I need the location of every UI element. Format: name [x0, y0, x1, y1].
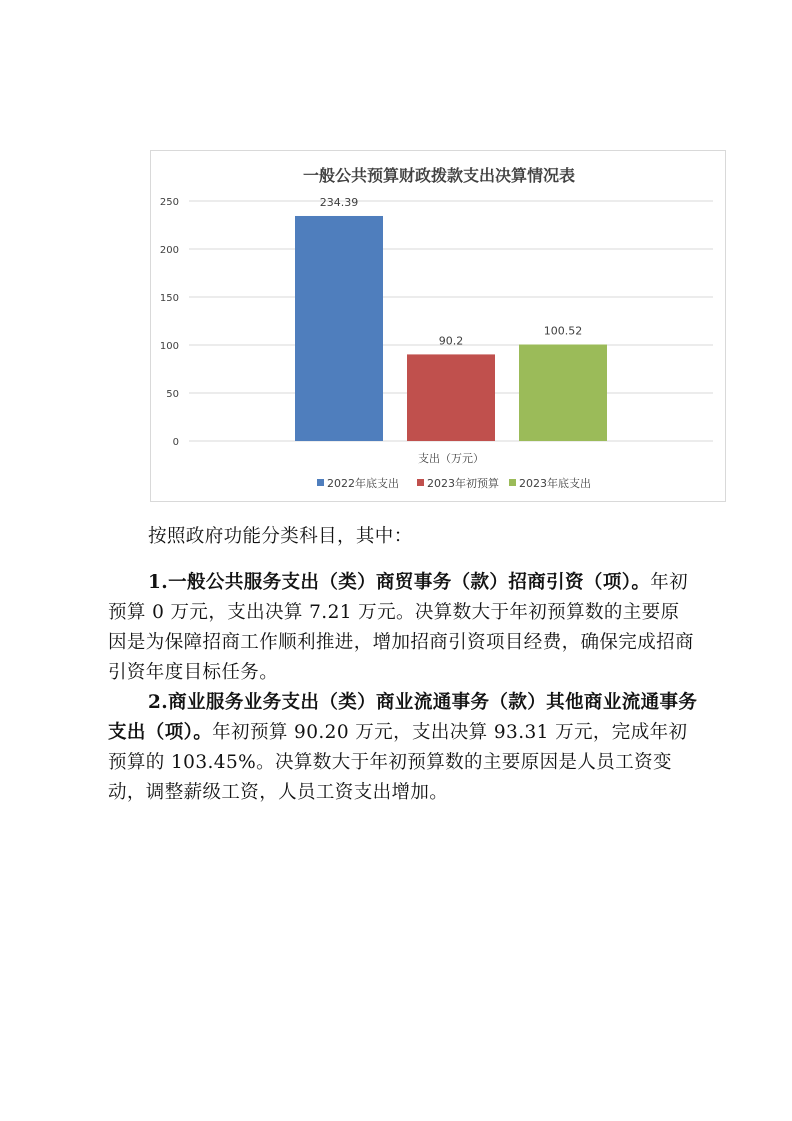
- legend-swatch-2: [417, 479, 424, 486]
- data-label-2: 90.2: [438, 334, 464, 348]
- legend-swatch-3: [509, 479, 516, 486]
- item2-paragraph: [108, 688, 698, 808]
- data-label-3: 100.52: [543, 324, 583, 338]
- item2-text: 年初预算 90.20 万元，支出决算 93.31 万元，完成年初预算的 103.45%。决算数大于年初预算数的主要原因是人员工资变动，调整薪级工资，人员工资支出增加。: [108, 722, 688, 803]
- y-tick-label: 150: [159, 293, 179, 304]
- item1-heading: 1.一般公共服务支出（类）商贸事务（款）招商引资（项）。: [148, 572, 651, 593]
- budget-chart: [150, 150, 726, 502]
- y-tick-label: 100: [159, 341, 179, 352]
- y-tick-label: 0: [172, 437, 179, 448]
- legend-swatch-1: [317, 479, 324, 486]
- intro-paragraph: 按照政府功能分类科目，其中：: [148, 526, 413, 547]
- chart-plot: [151, 151, 727, 503]
- data-label-1: 234.39: [319, 195, 359, 209]
- bar-3: [519, 345, 607, 441]
- y-tick-label: 250: [159, 197, 179, 208]
- y-tick-label: 50: [166, 389, 179, 400]
- bar-1: [295, 216, 383, 441]
- item2-heading: 2.商业服务业务支出（类）商业流通事务（款）其他商业流通事务支出（项）。: [108, 692, 698, 743]
- item1-text: 年初预算 0 万元，支出决算 7.21 万元。决算数大于年初预算数的主要原因是为保障招商工作顺利推进，增加招商引资项目经费，确保完成招商引资年度目标任务。: [108, 572, 694, 683]
- body-content: [108, 522, 698, 808]
- chart-title: 一般公共预算财政拨款支出决算情况表: [302, 166, 575, 185]
- legend-label-3: 2023年底支出: [519, 477, 591, 490]
- item1-paragraph: [108, 568, 698, 688]
- x-category-label: 支出（万元）: [418, 452, 484, 465]
- legend-label-2: 2023年初预算: [427, 477, 499, 490]
- y-tick-label: 200: [159, 245, 179, 256]
- bar-2: [407, 354, 495, 441]
- legend-label-1: 2022年底支出: [327, 477, 399, 490]
